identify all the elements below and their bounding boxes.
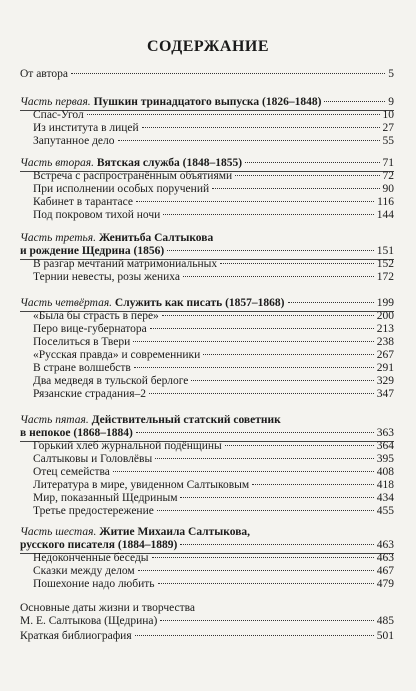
part3-heading-line2: и рождение Щедрина (1856) 151 [20,245,394,257]
toc-entry: Литература в мире, увиденном Салтыковым 418 [33,479,394,491]
toc-entry: Сказки между делом 467 [33,565,394,577]
toc-entry: Два медведя в тульской берлоге 329 [33,375,394,387]
toc-entry: Встреча с распространённым объятиями 72 [33,170,394,182]
toc-entry: Салтыковы и Головлёвы 395 [33,453,394,465]
toc-entry: Недоконченные беседы 463 [33,552,394,564]
toc-entry: Спас-Угол 10 [33,109,394,121]
dates-line1: Основные даты жизни и творчества [20,602,196,614]
toc-entry: Под покровом тихой ночи 144 [33,209,394,221]
part3-heading-line1: Часть третья. Женитьба Салтыкова [20,232,214,244]
toc-entry: Из института в лицей 27 [33,122,394,134]
toc-entry: «Русская правда» и современники 267 [33,349,394,361]
page-title: СОДЕРЖАНИЕ [146,38,270,55]
part6-heading-line1: Часть шестая. Житие Михаила Салтыкова, [20,526,251,538]
toc-entry: Рязанские страдания–2 347 [33,388,394,400]
dates-entry: М. Е. Салтыкова (Щедрина) 485 [20,615,394,627]
toc-entry: Мир, показанный Щедриным 434 [33,492,394,504]
part1-heading: Часть первая. Пушкин тринадцатого выпуска (1826–1848) 9 [20,96,394,108]
leader-dots [71,73,385,74]
toc-entry: Отец семейства 408 [33,466,394,478]
bibliography-entry: Краткая библиография 501 [20,630,394,642]
toc-entry: Кабинет в тарантасе 116 [33,196,394,208]
toc-entry: При исполнении особых поручений 90 [33,183,394,195]
toc-entry: Тернии невесты, розы жениха 172 [33,271,394,283]
toc-entry: В стране волшебств 291 [33,362,394,374]
toc-entry: «Была бы страсть в пере» 200 [33,310,394,322]
toc-entry: Пошехоние надо любить 479 [33,578,394,590]
toc-entry: Перо вице-губернатора 213 [33,323,394,335]
toc-entry: Поселиться в Твери 238 [33,336,394,348]
toc-entry: Третье предостережение 455 [33,505,394,517]
part2-heading: Часть вторая. Вятская служба (1848–1855) 71 [20,157,394,169]
part5-heading-line1: Часть пятая. Действительный статский советник [20,414,281,426]
part6-heading-line2: русского писателя (1884–1889) 463 [20,539,394,551]
toc-entry: В разгар мечтаний матримониальных 152 [33,258,394,270]
part4-heading: Часть четвёртая. Служить как писать (1857–1868) 199 [20,297,394,309]
part5-heading-line2: в непокое (1868–1884) 363 [20,427,394,439]
toc-entry: Запутанное дело 55 [33,135,394,147]
toc-entry: Горький хлеб журнальной подёнщины 364 [33,440,394,452]
toc-entry-author: От автора 5 [20,68,394,80]
